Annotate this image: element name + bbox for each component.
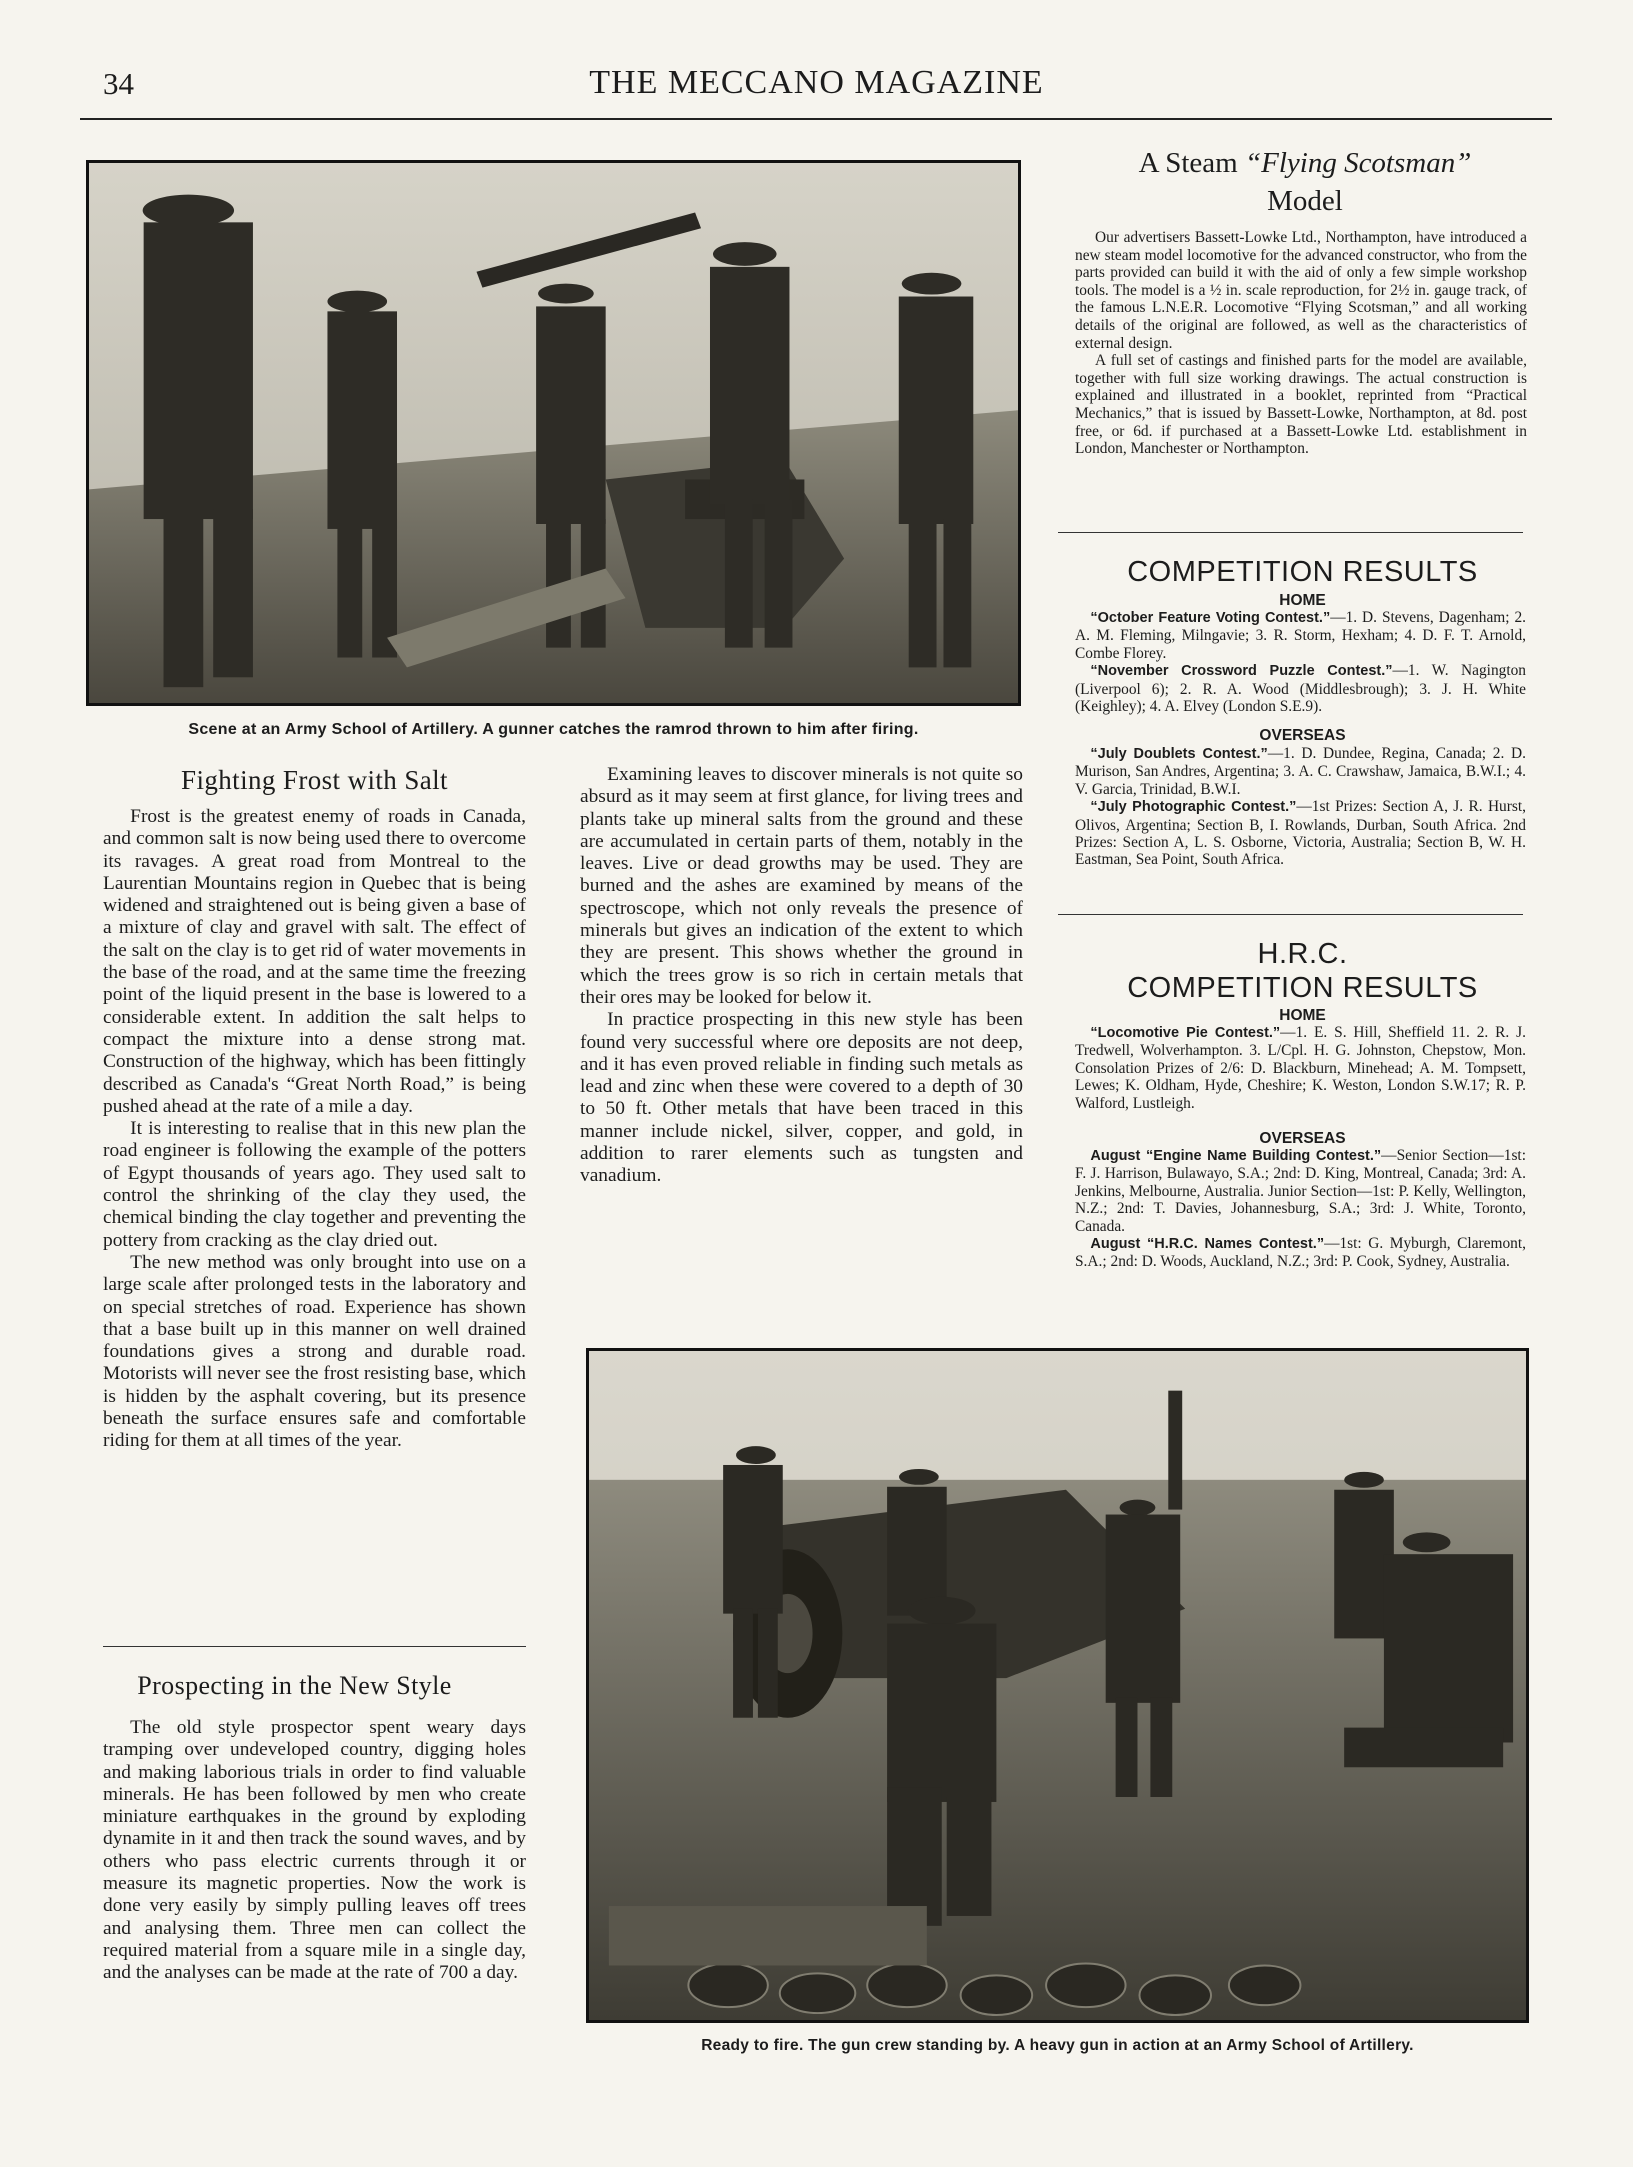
hrc-overseas-entry-2	[1075, 1235, 1526, 1271]
hrc-overseas-results	[1075, 1147, 1526, 1271]
contest-results: —1. E. S. Hill, Sheffield 11. 2. R. J. Tredwell, Wolverhampton. 3. L/Cpl. H. G. Johnston, Chepstow, Mon. Consolation Prizes of 2/6: D. Blackburn, Minehead; A. M. Tompsett, Lewes; K. Oldham, Hyde, Cheshire; K. Weston, London S.W.17; R. P. Walford, Lustleigh.	[1075, 1024, 1526, 1112]
contest-results: —1. W. Nagington (Liverpool 6); 2. R. A. Wood (Middlesbrough); 3. J. H. White (Keighley); 4. A. Elvey (London S.E.9).	[1075, 662, 1526, 716]
prospecting-paragraph-1: The old style prospector spent weary days tramping over undeveloped country, digging holes and making laborious trials in order to find valuable minerals. He has been followed by men who create miniature earthquakes in the ground by exploding dynamite in it and then track the sound waves, and by others who pass electric currents through it or measure its magnetic properties. Now the work is done very easily by simply pulling leaves off trees and analysing them. Three men can collect the required material from a square mile in a single day, and the analyses can be made at the rate of 700 a day.	[103, 1717, 526, 1984]
minerals-paragraph-1: Examining leaves to discover minerals is not quite so absurd as it may seem at first glance, for living trees and plants take up mineral salts from the ground and these are accumulated in certain parts of them, notably in the leaves. Live or dead growths may be used. They are burned and the ashes are examined by means of the spectroscope, which not only reveals the presence of minerals but gives an indication of the extent to which they are present. This shows whether the ground in which the trees grow is so rich in certain metals that their ores may be looked for below it.	[580, 764, 1023, 1008]
contest-name: August “H.R.C. Names Contest.”	[1090, 1236, 1325, 1253]
contest-name: “July Doublets Contest.”	[1090, 746, 1268, 762]
artillery-photo-bottom	[586, 1348, 1529, 2023]
competition-divider	[1058, 914, 1523, 915]
contest-results: —1st Prizes: Section A, J. R. Hurst, Olivos, Argentina; Section B, I. Rowlands, Durban, South Africa. 2nd Prizes: Section A, L. S. Osborne, Victoria, Australia; Section B, W. H. Eastman, Sea Point, South Africa.	[1075, 798, 1526, 869]
steam-article	[1075, 229, 1527, 458]
contest-name: “July Photographic Contest.”	[1090, 799, 1297, 816]
hrc-overseas-entry-1	[1075, 1147, 1526, 1235]
steam-divider	[1058, 532, 1523, 533]
competition-overseas-label: OVERSEAS	[1259, 727, 1346, 744]
page-number: 34	[103, 66, 134, 101]
competition-home-results	[1075, 609, 1526, 715]
minerals-paragraph-2: In practice prospecting in this new style has been found very successful where ore deposits are not deep, and it has even proved reliable in finding such metals as lead and zinc when these were covered to a depth of 30 to 50 ft. Other metals that have been traced in this manner include nickel, silver, copper, and gold, in addition to rarer elements such as tungsten and vanadium.	[580, 1009, 1023, 1187]
contest-results: —1. D. Dundee, Regina, Canada; 2. D. Murison, San Andres, Argentina; 3. A. C. Crawshaw, Jamaica, B.W.I.; 4. V. Garcia, Trinidad, B.W.I.	[1075, 745, 1526, 798]
competition-home-entry-1	[1075, 609, 1526, 662]
hrc-home-entry-1	[1075, 1024, 1526, 1112]
photo-top-caption: Scene at an Army School of Artillery. A gunner catches the ramrod thrown to him after firing.	[188, 721, 919, 738]
photo-bottom-caption: Ready to fire. The gun crew standing by. A heavy gun in action at an Army School of Artillery.	[701, 2037, 1414, 2054]
artillery-photo-top	[86, 160, 1021, 706]
contest-name: August “Engine Name Building Contest.”	[1090, 1148, 1382, 1164]
prospecting-article	[103, 1717, 526, 1985]
contest-name: “October Feature Voting Contest.”	[1090, 610, 1331, 626]
frost-paragraph-2: It is interesting to realise that in this new plan the road engineer is following the example of the potters of Egypt thousands of years ago. They used salt to control the shrinking of the clay they used, the chemical binding the clay together and preventing the pottery from cracking as the clay dried out.	[103, 1118, 526, 1251]
frost-article	[103, 806, 526, 1453]
header-rule	[80, 118, 1552, 120]
minerals-article	[580, 764, 1023, 1188]
steam-heading	[1065, 144, 1545, 220]
frost-paragraph-1: Frost is the greatest enemy of roads in Canada, and common salt is now being used there to overcome its ravages. A great road from Montreal to the Laurentian Mountains region in Quebec that is being widened and straightened out is being given a base of a mixture of clay and gravel with salt. The effect of the salt on the clay is to get rid of water movements in the base of the road, and at the same time the freezing point of the liquid present in the base is lowered to a considerable extent. In addition the salt helps to compact the mixture into a dense strong mat. Construction of the highway, which has been fittingly described as Canada's “Great North Road,” is being pushed ahead at the rate of a mile a day.	[103, 806, 526, 1117]
frost-divider	[103, 1646, 526, 1647]
hrc-home-label: HOME	[1279, 1007, 1326, 1024]
competition-overseas-entry-1	[1075, 745, 1526, 798]
hrc-overseas-label: OVERSEAS	[1259, 1130, 1346, 1147]
competition-heading: COMPETITION RESULTS	[1127, 556, 1478, 588]
hrc-heading-line-2: COMPETITION RESULTS	[1127, 972, 1478, 1004]
competition-home-entry-2	[1075, 662, 1526, 715]
steam-paragraph-2: A full set of castings and finished parts for the model are available, together with full size working drawings. The actual construction is explained and illustrated in a booklet, reprinted from “Practical Mechanics,” that is issued by Bassett-Lowke, Northampton, at 8d. post free, or 6d. if purchased at a Bassett-Lowke Ltd. establishment in London, Manchester or Northampton.	[1075, 352, 1527, 458]
contest-name: “Locomotive Pie Contest.”	[1090, 1025, 1281, 1041]
hrc-home-results	[1075, 1024, 1526, 1112]
steam-heading-italic: “Flying Scotsman”	[1244, 147, 1472, 179]
frost-heading: Fighting Frost with Salt	[181, 765, 448, 795]
contest-results: —Senior Section—1st: F. J. Harrison, Bulawayo, S.A.; 2nd: D. King, Montreal, Canada; 3rd: A. Jenkins, Melbourne, Australia. Junior Section—1st: P. Kelly, Wellington, N.Z.; 2nd: T. Davies, Johannesburg, S.A.; 3rd: J. White, Toronto, Canada.	[1075, 1147, 1526, 1235]
steam-paragraph-1: Our advertisers Bassett-Lowke Ltd., Northampton, have introduced a new steam model locomotive for the advanced constructor, who from the parts provided can build it with the aid of only a few simple workshop tools. The model is a ½ in. scale reproduction, for 2½ in. gauge track, of the famous L.N.E.R. Locomotive “Flying Scotsman,” and all working details of the original are followed, as well as the characteristics of external design.	[1075, 229, 1527, 352]
hrc-heading-line-1: H.R.C.	[1257, 938, 1348, 970]
running-header: THE MECCANO MAGAZINE	[589, 64, 1044, 101]
contest-results: —1. D. Stevens, Dagenham; 2. A. M. Fleming, Milngavie; 3. R. Storm, Hexham; 4. D. F. T. Arnold, Combe Florey.	[1075, 609, 1526, 662]
competition-overseas-entry-2	[1075, 798, 1526, 869]
steam-heading-prefix: A Steam	[1138, 147, 1238, 179]
steam-heading-suffix: Model	[1267, 185, 1343, 217]
competition-overseas-results	[1075, 745, 1526, 869]
prospecting-heading: Prospecting in the New Style	[137, 1671, 452, 1700]
contest-results: —1st: G. Myburgh, Claremont, S.A.; 2nd: D. Woods, Auckland, N.Z.; 3rd: P. Cook, Sydney, Australia.	[1075, 1235, 1526, 1271]
contest-name: “November Crossword Puzzle Contest.”	[1090, 663, 1393, 680]
competition-home-label: HOME	[1279, 592, 1326, 609]
frost-paragraph-3: The new method was only brought into use on a large scale after prolonged tests in the laboratory and on special stretches of road. Experience has shown that a base built up in this manner on well drained foundations gives a strong and durable road. Motorists will never see the frost resisting base, which is hidden by the asphalt covering, but its presence beneath the surface ensures safe and comfortable riding for them at all times of the year.	[103, 1251, 526, 1452]
